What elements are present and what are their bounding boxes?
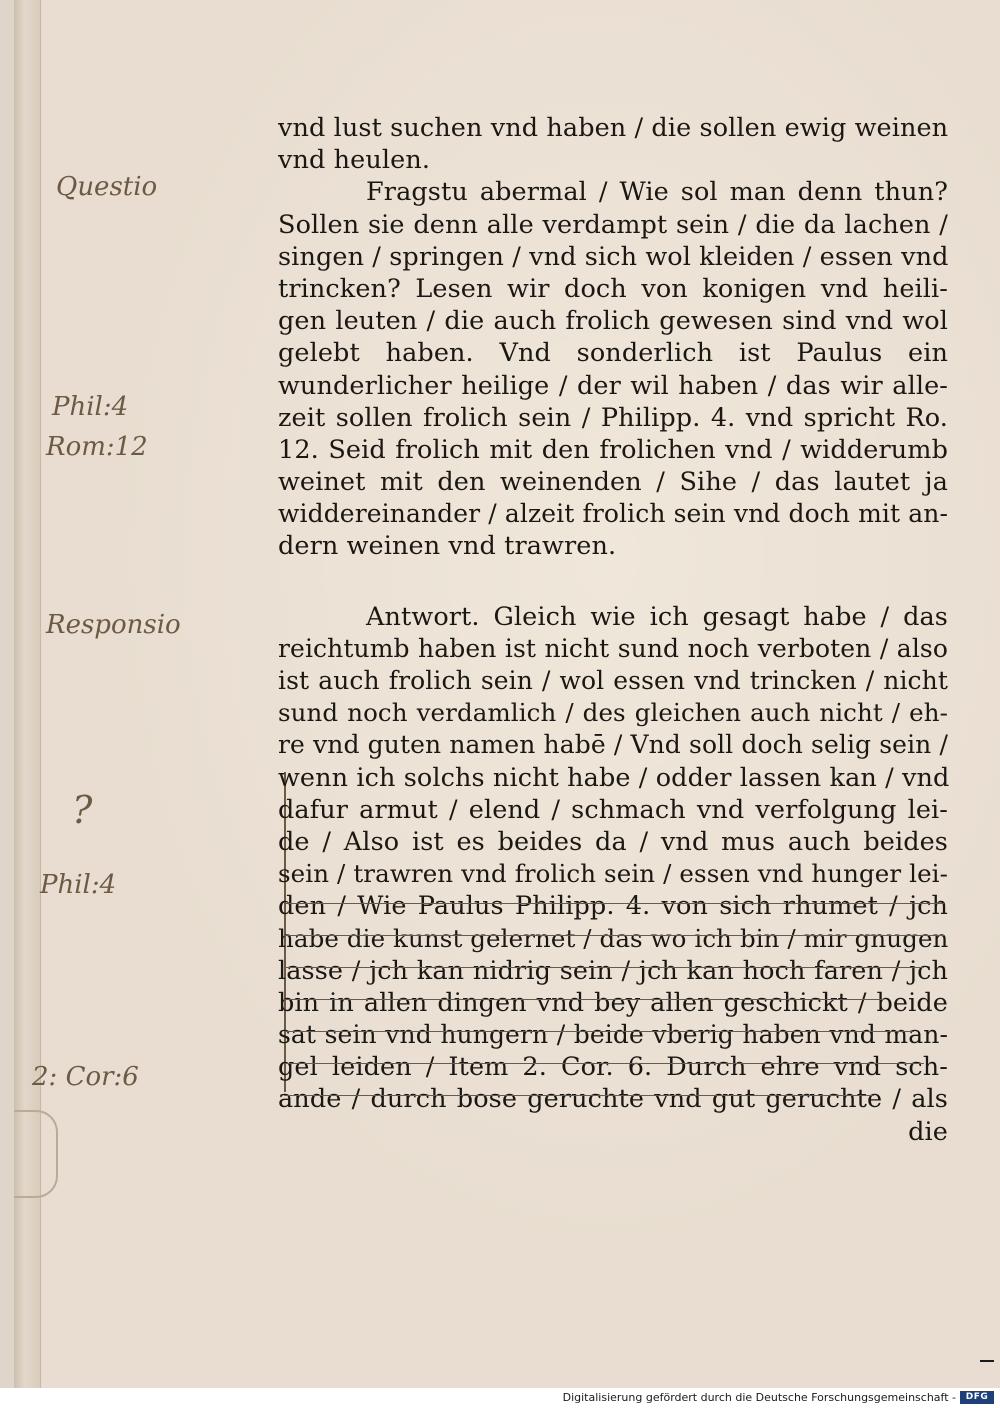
main-text (278, 112, 948, 1148)
margin-note-question-mark: ? (72, 788, 93, 832)
text-line: sund noch verdamlich / des gleichen auch nicht / eh- (278, 698, 948, 728)
text-line: trincken? Lesen wir doch von konigen vnd heili- (278, 273, 948, 304)
margin-note-cor-6: 2: Cor:6 (32, 1062, 139, 1092)
text-line: weinet mit den weinenden / Sihe / das lautet ja (278, 467, 948, 498)
margin-note-phil-4-a: Phil:4 (52, 392, 129, 422)
corner-mark (980, 1360, 994, 1362)
footer-credit: Digitalisierung gefördert durch die Deutsche Forschungsgemeinschaft - (562, 1391, 956, 1404)
text-line: dern weinen vnd trawren. (278, 531, 617, 562)
text-line: wenn ich solchs nicht habe / odder lassen kan / vnd (278, 762, 950, 793)
text-line: gelebt haben. Vnd sonderlich ist Paulus ein (278, 338, 948, 369)
text-line: gen leuten / die auch frolich gewesen sind vnd wol (278, 306, 948, 337)
text-line: re vnd guten namen habē / Vnd soll doch selig sein / (278, 730, 948, 760)
margin-note-questio: Questio (56, 172, 158, 202)
text-line: sat sein vnd hungern / beide vberig haben vnd man- (278, 1020, 948, 1050)
text-line: sein / trawren vnd frolich sein / essen vnd hunger lei- (278, 859, 948, 889)
text-line: Sollen sie denn alle verdampt sein / die da lachen / (278, 209, 948, 240)
text-line: zeit sollen frolich sein / Philipp. 4. vnd spricht Ro. (278, 402, 948, 433)
text-line: wunderlicher heilige / der wil haben / das wir alle- (278, 370, 948, 401)
text-line: 12. Seid frolich mit den frolichen vnd / widderumb (278, 434, 948, 465)
text-line: ande / durch bose geruchte vnd gut geruchte / als (278, 1084, 948, 1115)
margin-note-rom-12: Rom:12 (46, 432, 148, 462)
text-line: Antwort. Gleich wie ich gesagt habe / das (366, 601, 948, 632)
text-line: vnd heulen. (278, 145, 431, 176)
text-line: singen / springen / vnd sich wol kleiden / essen vnd (278, 241, 949, 272)
text-line: Fragstu abermal / Wie sol man denn thun? (366, 177, 948, 208)
paragraph-gap (278, 563, 948, 601)
footer-bar (0, 1388, 1000, 1408)
text-line: reichtumb haben ist nicht sund noch verboten / also (278, 633, 948, 663)
text-line: ist auch frolich sein / wol essen vnd trincken / nicht (278, 666, 948, 695)
text-line: widdereinander / alzeit frolich sein vnd doch mit an- (278, 499, 948, 529)
text-line: den / Wie Paulus Philipp. 4. von sich rhumet / jch (278, 891, 948, 922)
clip-mark (14, 1110, 58, 1198)
text-line: gel leiden / Item 2. Cor. 6. Durch ehre vnd sch- (278, 1052, 948, 1083)
text-line: vnd lust suchen vnd haben / die sollen ewig weinen (278, 113, 949, 143)
text-line: bin in allen dingen vnd bey allen geschickt / beide (278, 987, 948, 1018)
text-line: de / Also ist es beides da / vnd mus auch beides (278, 826, 948, 857)
catchword: die (908, 1116, 948, 1147)
margin-note-phil-4-b: Phil:4 (40, 870, 117, 900)
text-line: dafur armut / elend / schmach vnd verfolgung lei- (278, 794, 948, 825)
margin-note-responsio: Responsio (46, 610, 181, 640)
dfg-logo: DFG (960, 1391, 994, 1404)
text-line: lasse / jch kan nidrig sein / jch kan hoch faren / jch (278, 955, 948, 986)
text-line: habe die kunst gelernet / das wo ich bin / mir gnugen (278, 923, 949, 953)
